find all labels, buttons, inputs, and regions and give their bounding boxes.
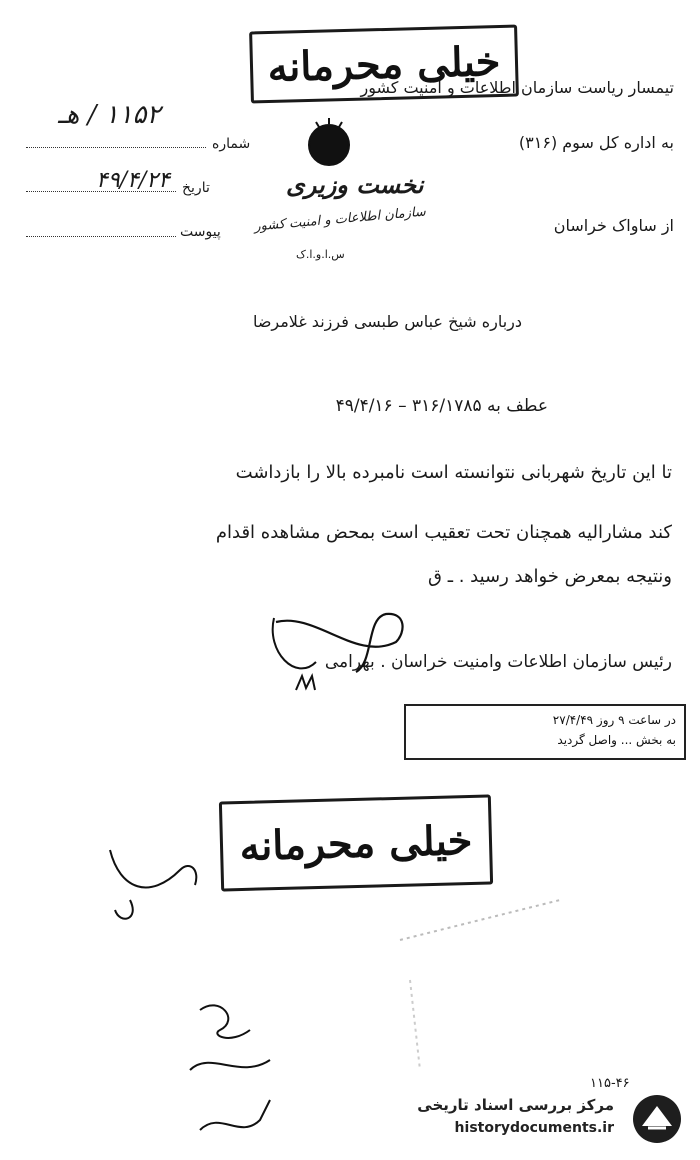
watermark-name: مرکز بررسی اسناد تاریخی [417, 1096, 614, 1114]
fold-mark-icon [400, 900, 600, 1100]
reference-line: عطف به ۳۱۶/۱۷۸۵ – ۴۹/۴/۱۶ [335, 396, 548, 416]
number-label: شماره [212, 136, 251, 152]
signature-line: رئیس سازمان اطلاعات وامنیت خراسان . بهرامی [324, 652, 672, 672]
agency-abbr: س.ا.و.ا.ک [296, 248, 345, 261]
agency-label: سازمان اطلاعات و امنیت کشور [253, 204, 427, 235]
attachment-label: پیوست [180, 224, 221, 240]
watermark [417, 1090, 690, 1148]
date-dotted-line [26, 191, 176, 192]
ministry-label: نخست وزیری [286, 170, 424, 199]
number-value: ۱۱۵۲ / هـ [58, 100, 161, 130]
document-code: ۱۱۵-۴۶ [590, 1076, 630, 1091]
from-line: از ساواک خراسان [553, 216, 674, 235]
bottom-stamp-text: خیلی محرمانه [239, 816, 473, 870]
subject-line: درباره شیخ عباس طبسی فرزند غلامرضا [252, 312, 522, 331]
receipt-line-1: در ساعت ۹ روز ۲۷/۴/۴۹ [552, 713, 676, 727]
number-dotted-line [26, 147, 206, 148]
bottom-confidential-stamp [219, 794, 493, 891]
attachment-dotted-line [26, 236, 176, 237]
watermark-logo-icon [628, 1092, 686, 1146]
handwritten-notes-icon [180, 990, 320, 1160]
body-line-2: کند مشارالیه همچنان تحت تعقیب است بمحض مشاهده اقدام [215, 522, 672, 543]
receipt-line-2: به بخش ... واصل گردید [557, 733, 676, 747]
date-label: تاریخ [182, 180, 210, 196]
org-header: تیمسار ریاست سازمان اطلاعات و امنیت کشور [360, 78, 674, 97]
top-stamp-text: خیلی محرمانه [267, 37, 501, 91]
body-line-1: تا این تاریخ شهربانی نتوانسته است نامبرده بالا را بازداشت [235, 462, 672, 483]
emblem-rays-icon [304, 116, 354, 170]
receipt-stamp-box [404, 704, 686, 760]
lion-sun-emblem [304, 116, 354, 170]
margin-note-scribble-icon [100, 830, 220, 930]
date-value: ۴۹/۴/۲۴ [96, 168, 170, 193]
signature-scribble-icon [256, 602, 416, 702]
to-line: به اداره کل سوم (۳۱۶) [518, 133, 674, 152]
watermark-url: historydocuments.ir [454, 1120, 614, 1136]
body-line-3: ونتیجه بمعرض خواهد رسید . ـ ق [428, 566, 672, 587]
